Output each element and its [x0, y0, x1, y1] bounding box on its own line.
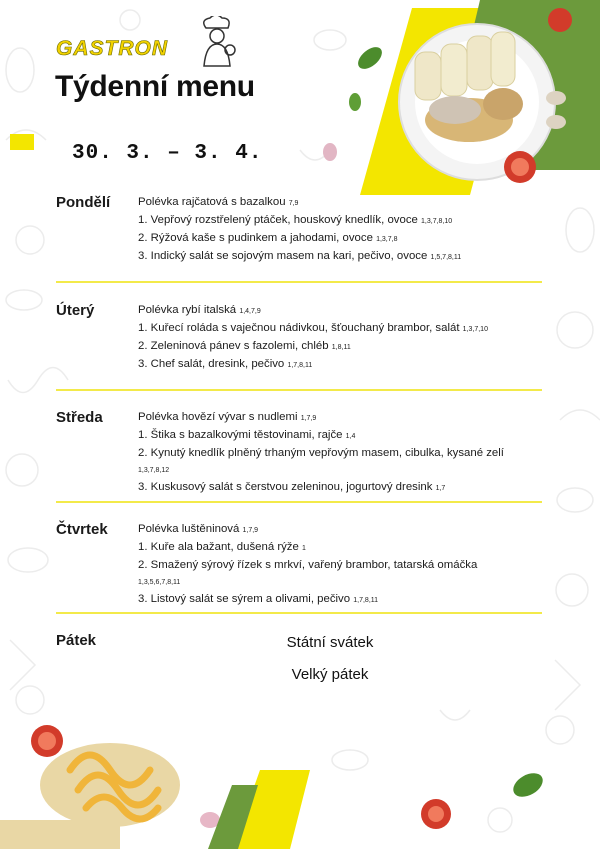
menu-thursday: [138, 521, 518, 609]
day-label-tuesday: Úterý: [56, 302, 95, 319]
meal-item: 2. Rýžová kaše s pudinkem a jahodami, ovoce 1,3,7,8: [138, 232, 398, 244]
meal-item: 1. Vepřový rozstřelený ptáček, houskový knedlík, ovoce 1,3,7,8,10: [138, 214, 453, 226]
meal-item: 1. Štika s bazalkovými těstovinami, rajče 1,4: [138, 429, 356, 441]
soup-item: Polévka hovězí vývar s nudlemi 1,7,9: [138, 411, 317, 423]
menu-wednesday: [138, 409, 518, 497]
meal-item: 1. Kuřecí roláda s vaječnou nádivkou, šťouchaný brambor, salát 1,3,7,10: [138, 322, 488, 334]
soup-item: Polévka rybí italská 1,4,7,9: [138, 304, 261, 316]
separator-line: [56, 501, 542, 503]
day-label-thursday: Čtvrtek: [56, 521, 108, 538]
menu-monday: [138, 194, 518, 266]
meal-item: 3. Listový salát se sýrem a olivami, pečivo 1,7,8,11: [138, 593, 379, 605]
holiday-line-1: Státní svátek: [286, 634, 374, 651]
meal-item: 3. Chef salát, dresink, pečivo 1,7,8,11: [138, 358, 313, 370]
menu-tuesday: [138, 302, 518, 374]
day-label-monday: Pondělí: [56, 194, 111, 211]
chef-icon: [196, 16, 238, 68]
day-label-friday: Pátek: [56, 632, 97, 649]
holiday-line-2: Velký pátek: [291, 666, 369, 683]
page-title: Týdenní menu: [55, 70, 255, 103]
soup-item: Polévka luštěninová 1,7,9: [138, 523, 259, 535]
soup-item: Polévka rajčatová s bazalkou 7,9: [138, 196, 299, 208]
meal-item: 3. Indický salát se sojovým masem na kari, pečivo, ovoce 1,5,7,8,11: [138, 250, 462, 262]
day-label-wednesday: Středa: [56, 409, 103, 426]
separator-line: [56, 389, 542, 391]
meal-item: 1. Kuře ala bažant, dušená rýže 1: [138, 541, 306, 553]
brand-logo: GASTRON: [56, 37, 168, 60]
meal-item: 2. Zeleninová pánev s fazolemi, chléb 1,8,11: [138, 340, 351, 352]
meal-item: 2. Smažený sýrový řízek s mrkví, vařený brambor, tatarská omáčka 1,3,5,6,7,8,11: [138, 559, 478, 586]
separator-line: [56, 281, 542, 283]
meal-item: 2. Kynutý knedlík plněný trhaným vepřovým masem, cibulka, kysané zelí 1,3,7,8,12: [138, 447, 504, 474]
meal-item: 3. Kuskusový salát s čerstvou zeleninou, jogurtový dresink 1,7: [138, 481, 446, 493]
separator-line: [56, 612, 542, 614]
date-range: 30. 3. – 3. 4.: [72, 142, 263, 165]
